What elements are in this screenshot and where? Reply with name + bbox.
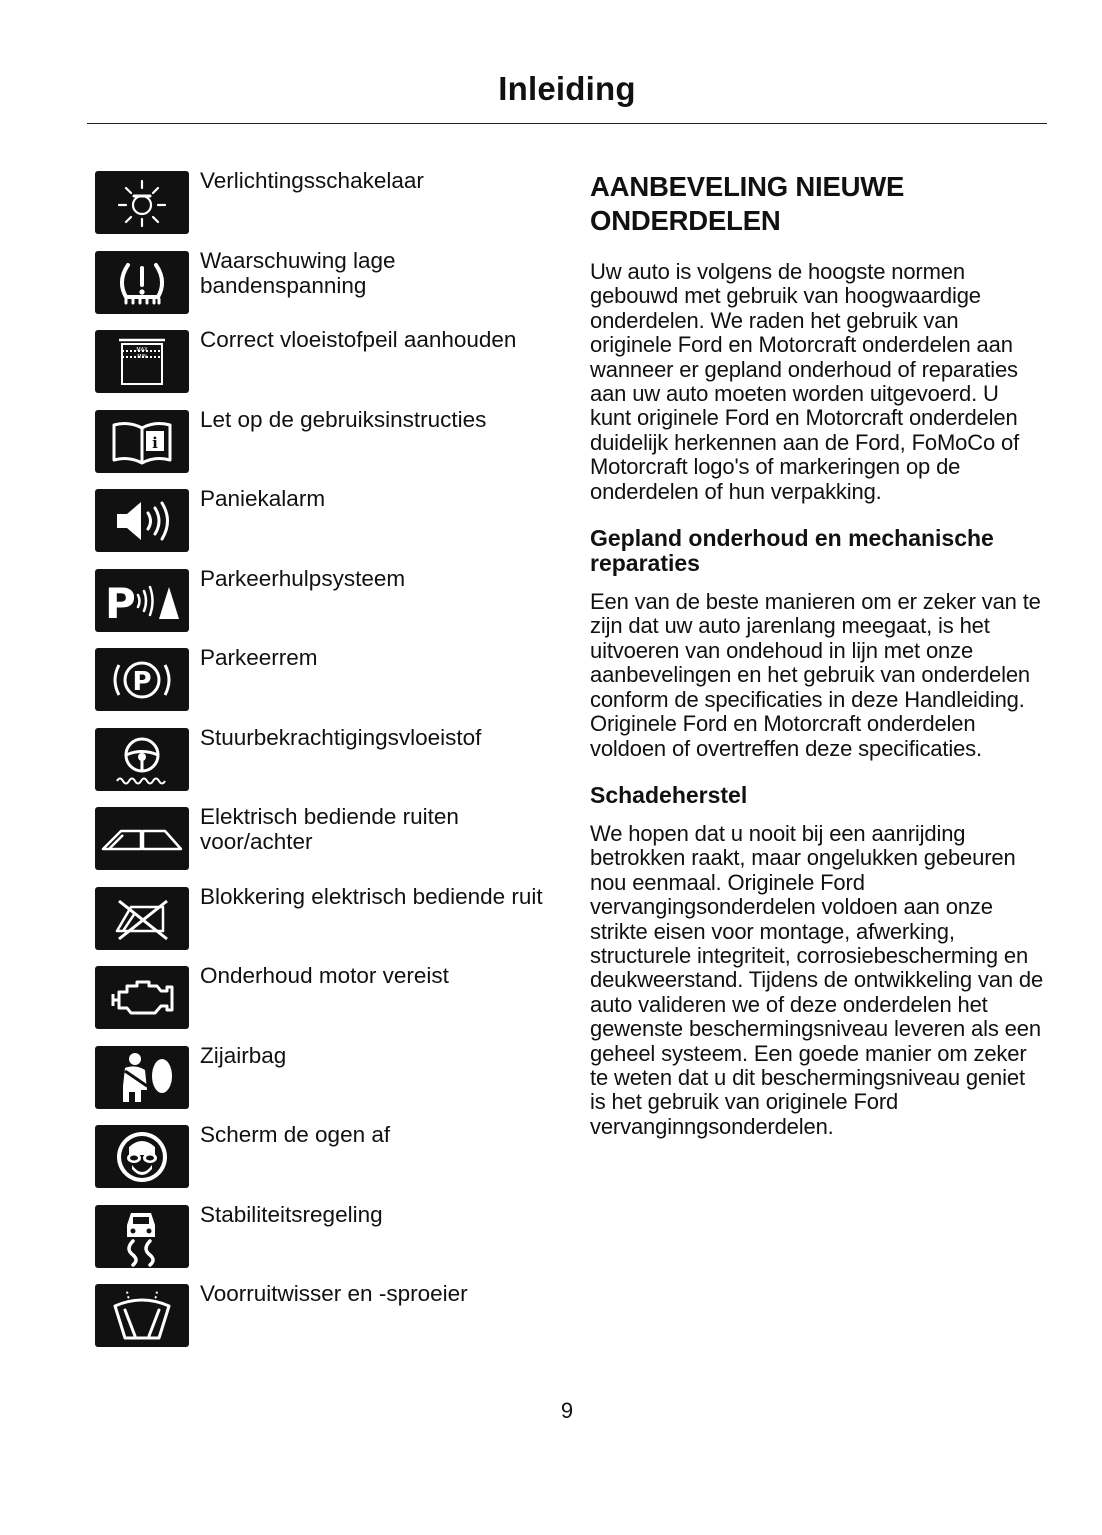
- symbol-row: [94, 884, 554, 964]
- svg-text:MAX: MAX: [136, 347, 148, 353]
- symbol-label: Scherm de ogen af: [200, 1122, 391, 1147]
- power-windows-icon: [95, 807, 189, 870]
- power-steering-fluid-icon: [95, 728, 189, 791]
- engine-maintenance-icon: [95, 966, 189, 1029]
- symbol-row: [94, 1281, 554, 1361]
- symbol-label: Onderhoud motor vereist: [200, 963, 449, 988]
- symbol-label: Blokkering elektrisch bediende ruit: [200, 883, 543, 909]
- symbol-label: Paniekalarm: [200, 486, 326, 511]
- parking-brake-icon: [95, 648, 189, 711]
- symbol-row: [94, 407, 554, 487]
- svg-text:i: i: [152, 433, 158, 452]
- side-airbag-icon: [95, 1046, 189, 1109]
- windshield-wiper-washer-icon: [95, 1284, 189, 1347]
- symbol-row: [94, 1122, 554, 1202]
- parking-aid-icon: [95, 569, 189, 632]
- light-switch-icon: [95, 171, 189, 234]
- symbol-row: [94, 1043, 554, 1123]
- symbol-row: [94, 963, 554, 1043]
- symbol-label: Let op de gebruiksinstructies: [200, 406, 487, 432]
- subsection-heading: Gepland onderhoud en mechanische reparaties: [590, 525, 994, 577]
- symbol-label: Elektrisch bediende ruiten voor/achter: [200, 804, 459, 854]
- symbol-row: [94, 645, 554, 725]
- stability-control-icon: [95, 1205, 189, 1268]
- symbol-label: Parkeerrem: [200, 645, 318, 670]
- symbol-row: [94, 486, 554, 566]
- intro-paragraph: Uw auto is volgens de hoogste normen gebouwd met gebruik van hoogwaardige onderdelen. We raden het gebruik van originele Ford en Motorcraft onderdelen aan wanneer er gepland onderhoud of reparaties aan uw auto moeten worden uitgevoerd. U kunt originele Ford en Motorcraft onderdelen duidelijk herkennen aan de Ford, FoMoCo of Motorcraft logo's of markeringen op de onderdelen of hun verpakking.: [590, 259, 1020, 504]
- symbol-label: Waarschuwing lage bandenspanning: [200, 247, 396, 298]
- svg-text:P: P: [105, 578, 136, 628]
- svg-text:P: P: [132, 667, 152, 697]
- owner-manual-icon: [95, 410, 189, 473]
- symbol-label: Stabiliteitsregeling: [200, 1201, 383, 1227]
- window-lockout-icon: [95, 887, 189, 950]
- low-tire-pressure-icon: [95, 251, 189, 314]
- symbol-label: Voorruitwisser en -sproeier: [200, 1281, 468, 1306]
- fluid-level-icon: [95, 330, 189, 393]
- subsection-heading: Schadeherstel: [590, 781, 748, 808]
- symbol-label: Zijairbag: [200, 1042, 287, 1068]
- symbol-row: [94, 327, 554, 407]
- collision-repair-paragraph: We hopen dat u nooit bij een aanrijding betrokken raakt, maar ongelukken gebeuren nou eenmaal. Originele Ford vervangingsonderdelen voldoen aan onze strikte eisen voor montage, afwerking, structurele integriteit, corrosiebescherming en deukweerstand. Tijdens de ontwikkeling van de auto valideren we of deze onderdelen het gewenste beschermingsniveau leveren als een geheel systeem. Een goede manier om zeker te weten dat u dit beschermingsniveau geniet is het gebruik van originele Ford vervanginngsonderdelen.: [590, 820, 1044, 1139]
- symbol-list: [94, 168, 554, 1361]
- symbol-row: [94, 725, 554, 805]
- maintenance-paragraph: Een van de beste manieren om er zeker van te zijn dat uw auto jarenlang meegaat, is het uitvoeren van ondehoud in lijn met onze aanbevelingen en het gebruik van onderdelen conform de specificaties in deze Handleiding. Originele Ford en Motorcraft onderdelen voldoen of overtreffen deze specificaties.: [590, 589, 1041, 761]
- symbol-label: Verlichtingsschakelaar: [200, 168, 424, 193]
- symbol-label: Correct vloeistofpeil aanhouden: [200, 327, 517, 352]
- symbol-row: [94, 566, 554, 646]
- article: [590, 170, 1045, 1161]
- section-heading: AANBEVELING NIEUWE ONDERDELEN: [590, 171, 905, 236]
- symbol-row: [94, 804, 554, 884]
- symbol-row: [94, 248, 554, 328]
- symbol-label: Parkeerhulpsysteem: [200, 565, 406, 591]
- header-divider: [87, 123, 1047, 124]
- page-number: 9: [560, 1398, 574, 1423]
- symbol-label: Stuurbekrachtigingsvloeistof: [200, 724, 482, 750]
- eye-protection-icon: [95, 1125, 189, 1188]
- panic-alarm-icon: [95, 489, 189, 552]
- symbol-row: [94, 1202, 554, 1282]
- svg-text:MIN: MIN: [137, 354, 147, 360]
- symbol-row: [94, 168, 554, 248]
- page-title: Inleiding: [498, 70, 636, 107]
